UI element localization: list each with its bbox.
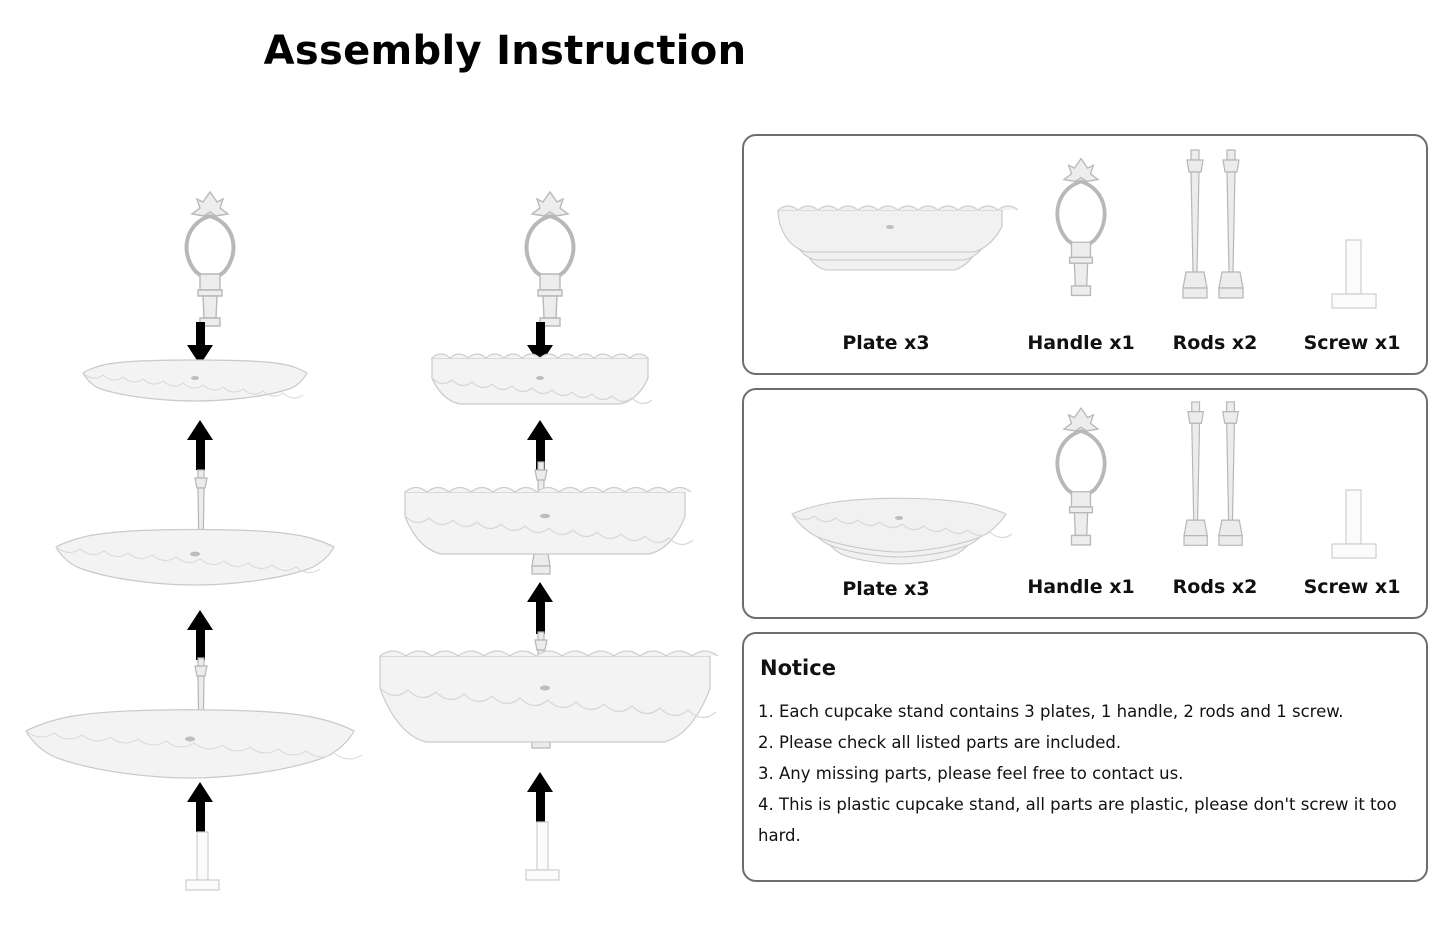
handle-part — [510, 190, 590, 330]
part-handle — [1016, 394, 1146, 599]
notice-panel — [742, 632, 1428, 882]
part-label: Screw x1 — [1303, 576, 1401, 598]
screw-icon — [1326, 238, 1382, 318]
part-plate-stack-round — [758, 412, 1014, 602]
notice-item: 4. This is plastic cupcake stand, all parts are plastic, please don't screw it too hard. — [758, 795, 1397, 845]
notice-heading: Notice — [760, 656, 836, 680]
bottom-plate-square — [370, 642, 720, 777]
part-screw — [1282, 142, 1422, 352]
part-label: Handle x1 — [1027, 332, 1135, 354]
part-label: Plate x3 — [842, 578, 930, 600]
handle-icon — [1043, 400, 1119, 555]
parts-panel-round — [742, 388, 1428, 619]
part-handle — [1016, 142, 1146, 352]
notice-item: 3. Any missing parts, please feel free to contact us. — [758, 764, 1184, 783]
notice-list — [758, 696, 1413, 851]
screw-part — [520, 820, 565, 890]
screw-icon — [1326, 488, 1382, 568]
part-label: Plate x3 — [842, 332, 930, 354]
rods-icon — [1178, 148, 1254, 308]
handle-part — [170, 190, 250, 330]
screw-part — [180, 830, 225, 900]
part-label: Handle x1 — [1027, 576, 1135, 598]
rods-icon — [1178, 400, 1254, 555]
part-label: Screw x1 — [1303, 332, 1401, 354]
notice-item: 1. Each cupcake stand contains 3 plates, 1 handle, 2 rods and 1 screw. — [758, 702, 1344, 721]
round-stand-assembly-diagram — [20, 180, 370, 880]
notice-item: 2. Please check all listed parts are included. — [758, 733, 1122, 752]
part-rods — [1148, 394, 1282, 599]
square-stand-assembly-diagram — [370, 180, 730, 880]
part-label: Rods x2 — [1172, 332, 1258, 354]
handle-icon — [1043, 148, 1119, 308]
plate-stack-square-icon — [770, 200, 1010, 310]
middle-plate-round — [50, 525, 340, 620]
middle-plate-square — [395, 480, 695, 590]
parts-panel-square — [742, 134, 1428, 375]
page-title: Assembly Instruction — [263, 28, 747, 74]
part-plate-stack-square — [758, 160, 1014, 354]
part-screw — [1282, 394, 1422, 599]
part-label: Rods x2 — [1172, 576, 1258, 598]
part-rods — [1148, 142, 1282, 352]
